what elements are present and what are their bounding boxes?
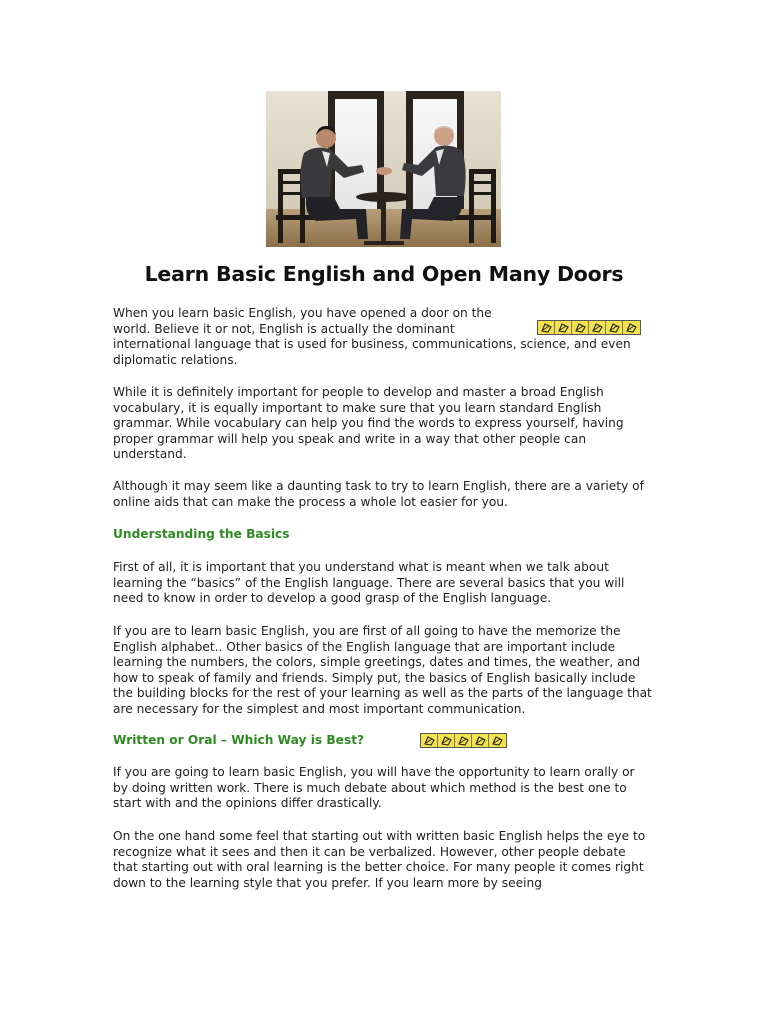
paragraph-online-aids: Although it may seem like a daunting task to try to learn English, there are a variety of online aids that can make the process a whole lot easier for you. xyxy=(113,479,644,509)
leaf-icon xyxy=(538,321,555,334)
intro-line: world. Believe it or not, English is actually the dominant xyxy=(113,321,455,336)
leaf-icon xyxy=(472,734,489,747)
leaf-icon xyxy=(438,734,455,747)
intro-line: international language that is used for business, communications, science, and even xyxy=(113,337,631,351)
intro-line: When you learn basic English, you have opened a door on the xyxy=(113,306,492,320)
paragraph-learning-methods: If you are going to learn basic English, you will have the opportunity to learn orally or by doing written work. There is much debate about which method is the best one to start with and the opinions differ drastically. xyxy=(113,765,635,810)
leaf-icon xyxy=(623,321,640,334)
leaf-icon xyxy=(555,321,572,334)
rating-strip-top xyxy=(537,320,641,335)
paragraph-basics-detail: If you are to learn basic English, you are first of all going to have the memorize the English alphabet.. Other basics of the English language that are important include learning the numbers, the colors, simple greetings, dates and times, the weather, and how to speak of family and friends. Simply put, the basics of English basically include the building blocks for the rest of your learning as well as the parts of the language that are necessary for the simplest and most important communication. xyxy=(113,624,652,716)
paragraph-written-vs-oral: On the one hand some feel that starting out with written basic English helps the eye to recognize what it sees and then it can be verbalized. However, other people debate that starting out with oral learning is the better choice. For many people it comes right down to the learning style that you prefer. If you learn more by seeing xyxy=(113,829,646,890)
leaf-icon xyxy=(421,734,438,747)
leaf-icon xyxy=(606,321,623,334)
paragraph-grammar: While it is definitely important for people to develop and master a broad English vocabulary, it is equally important to make sure that you learn standard English grammar. While vocabulary can help you find the words to express yourself, having proper grammar will help you speak and write in a way that other people can understand. xyxy=(113,385,624,461)
intro-line: diplomatic relations. xyxy=(113,352,238,367)
leaf-icon xyxy=(572,321,589,334)
page-title: Learn Basic English and Open Many Doors xyxy=(144,262,624,286)
heading-understanding-basics: Understanding the Basics xyxy=(113,527,290,541)
leaf-icon xyxy=(589,321,606,334)
intro-paragraph xyxy=(113,306,653,368)
leaf-icon xyxy=(455,734,472,747)
paragraph-basics-intro: First of all, it is important that you understand what is meant when we talk about learning the “basics” of the English language. There are several basics that you will need to know in order to develop a good grasp of the English language. xyxy=(113,560,625,605)
rating-strip-heading xyxy=(420,733,507,748)
heading-written-or-oral: Written or Oral – Which Way is Best? xyxy=(113,733,365,747)
leaf-icon xyxy=(489,734,506,747)
business-handshake-photo xyxy=(266,91,501,247)
